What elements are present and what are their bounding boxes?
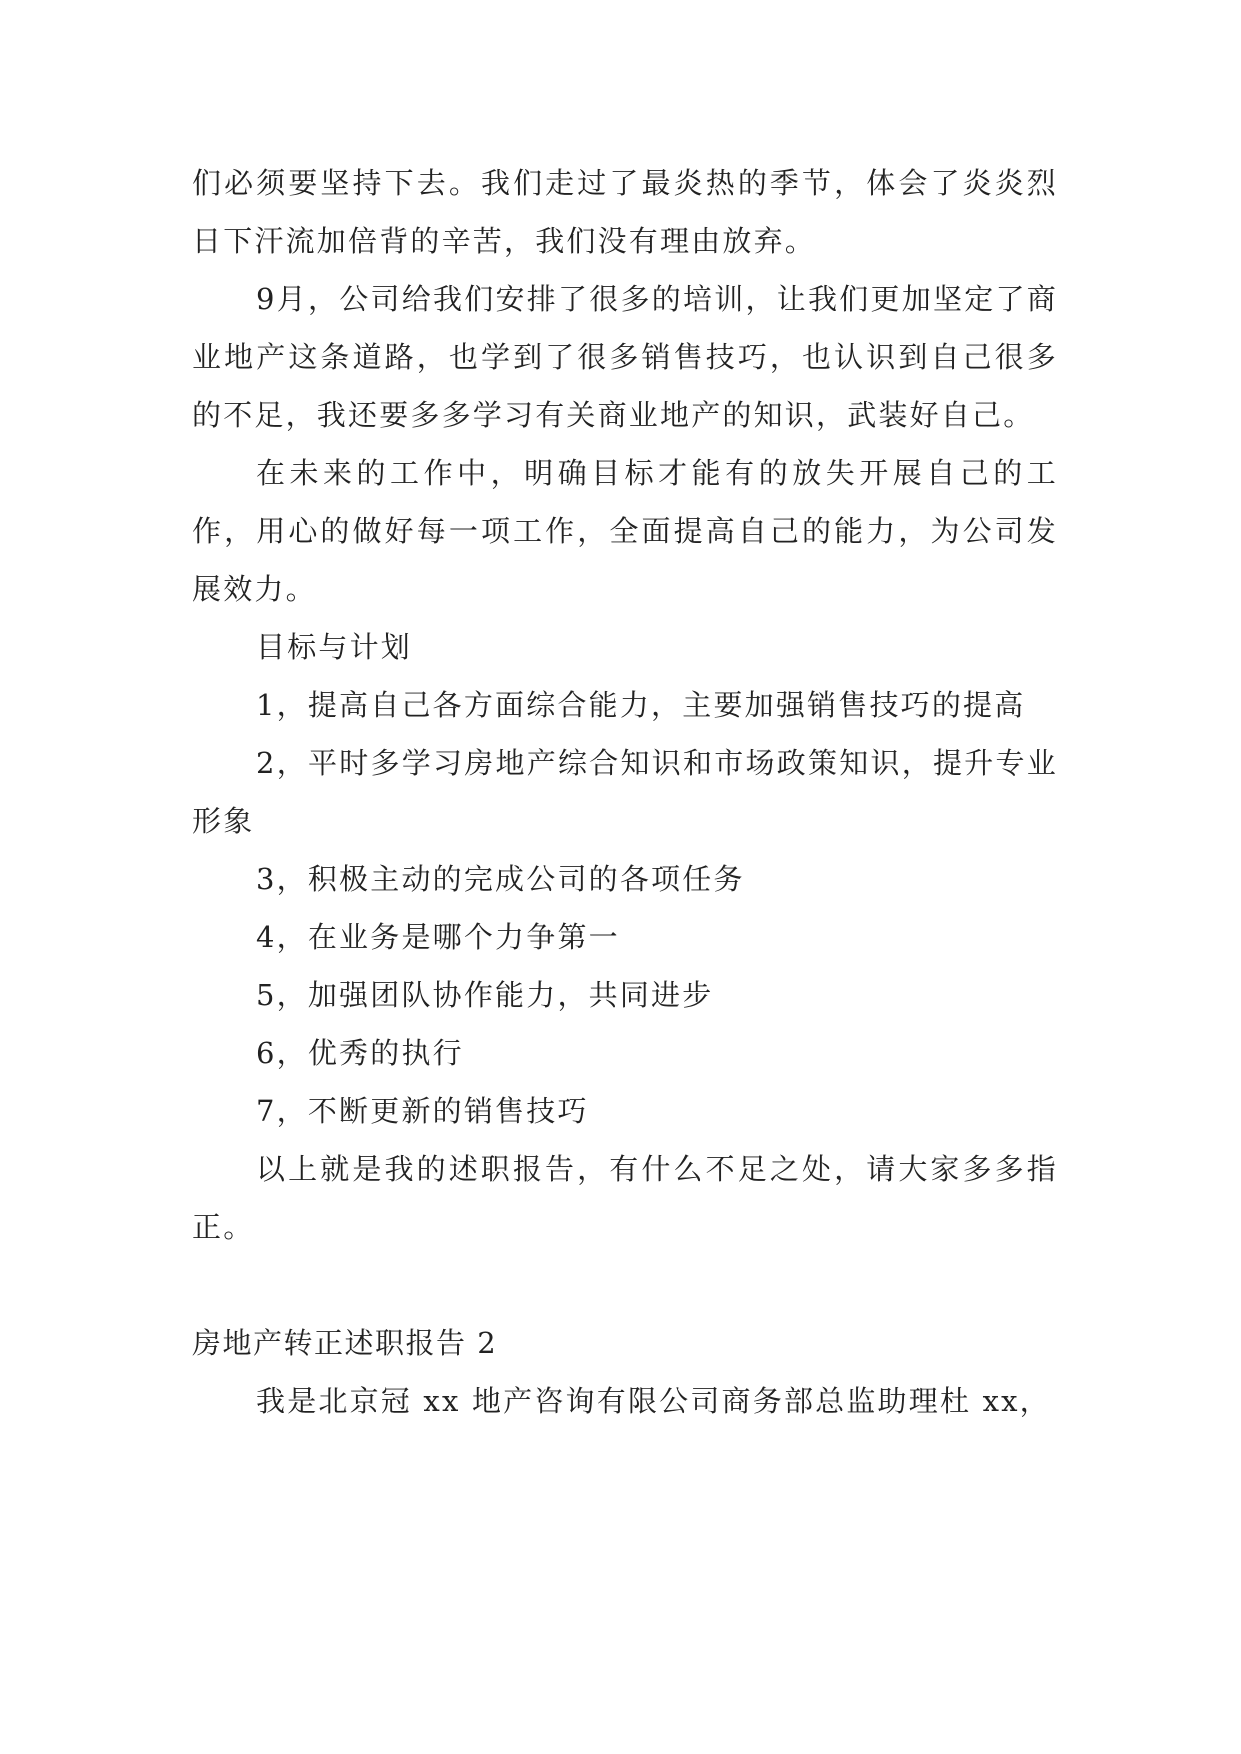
section-heading: 房地产转正述职报告 2 xyxy=(192,1326,498,1360)
goal-item-5: 5，加强团队协作能力，共同进步 xyxy=(256,978,714,1012)
goal-item-6: 6，优秀的执行 xyxy=(256,1036,464,1070)
subheading-goals-plans: 目标与计划 xyxy=(256,630,413,664)
goal-item-1: 1，提高自己各方面综合能力，主要加强销售技巧的提高 xyxy=(256,688,1026,722)
goal-item-4: 4，在业务是哪个力争第一 xyxy=(256,920,620,954)
paragraph-training: 9月，公司给我们安排了很多的培训，让我们更加坚定了商业地产这条道路，也学到了很多销售技巧，也认识到自己很多的不足，我还要多多学习有关商业地产的知识，武装好自己。 xyxy=(192,282,1058,432)
document-body xyxy=(192,154,1058,1430)
paragraph-closing: 以上就是我的述职报告，有什么不足之处，请大家多多指正。 xyxy=(192,1152,1058,1244)
paragraph-continuation: 们必须要坚持下去。我们走过了最炎热的季节，体会了炎炎烈日下汗流加倍背的辛苦，我们没有理由放弃。 xyxy=(192,166,1058,258)
goal-item-3: 3，积极主动的完成公司的各项任务 xyxy=(256,862,745,896)
goal-item-7: 7，不断更新的销售技巧 xyxy=(256,1094,589,1128)
paragraph-introduction: 我是北京冠 xx 地产咨询有限公司商务部总监助理杜 xx， xyxy=(256,1384,1051,1418)
section-spacer xyxy=(192,1256,1058,1314)
goal-item-2: 2，平时多学习房地产综合知识和市场政策知识，提升专业形象 xyxy=(192,746,1058,838)
paragraph-future-work: 在未来的工作中，明确目标才能有的放失开展自己的工作，用心的做好每一项工作，全面提高自己的能力，为公司发展效力。 xyxy=(192,456,1058,606)
